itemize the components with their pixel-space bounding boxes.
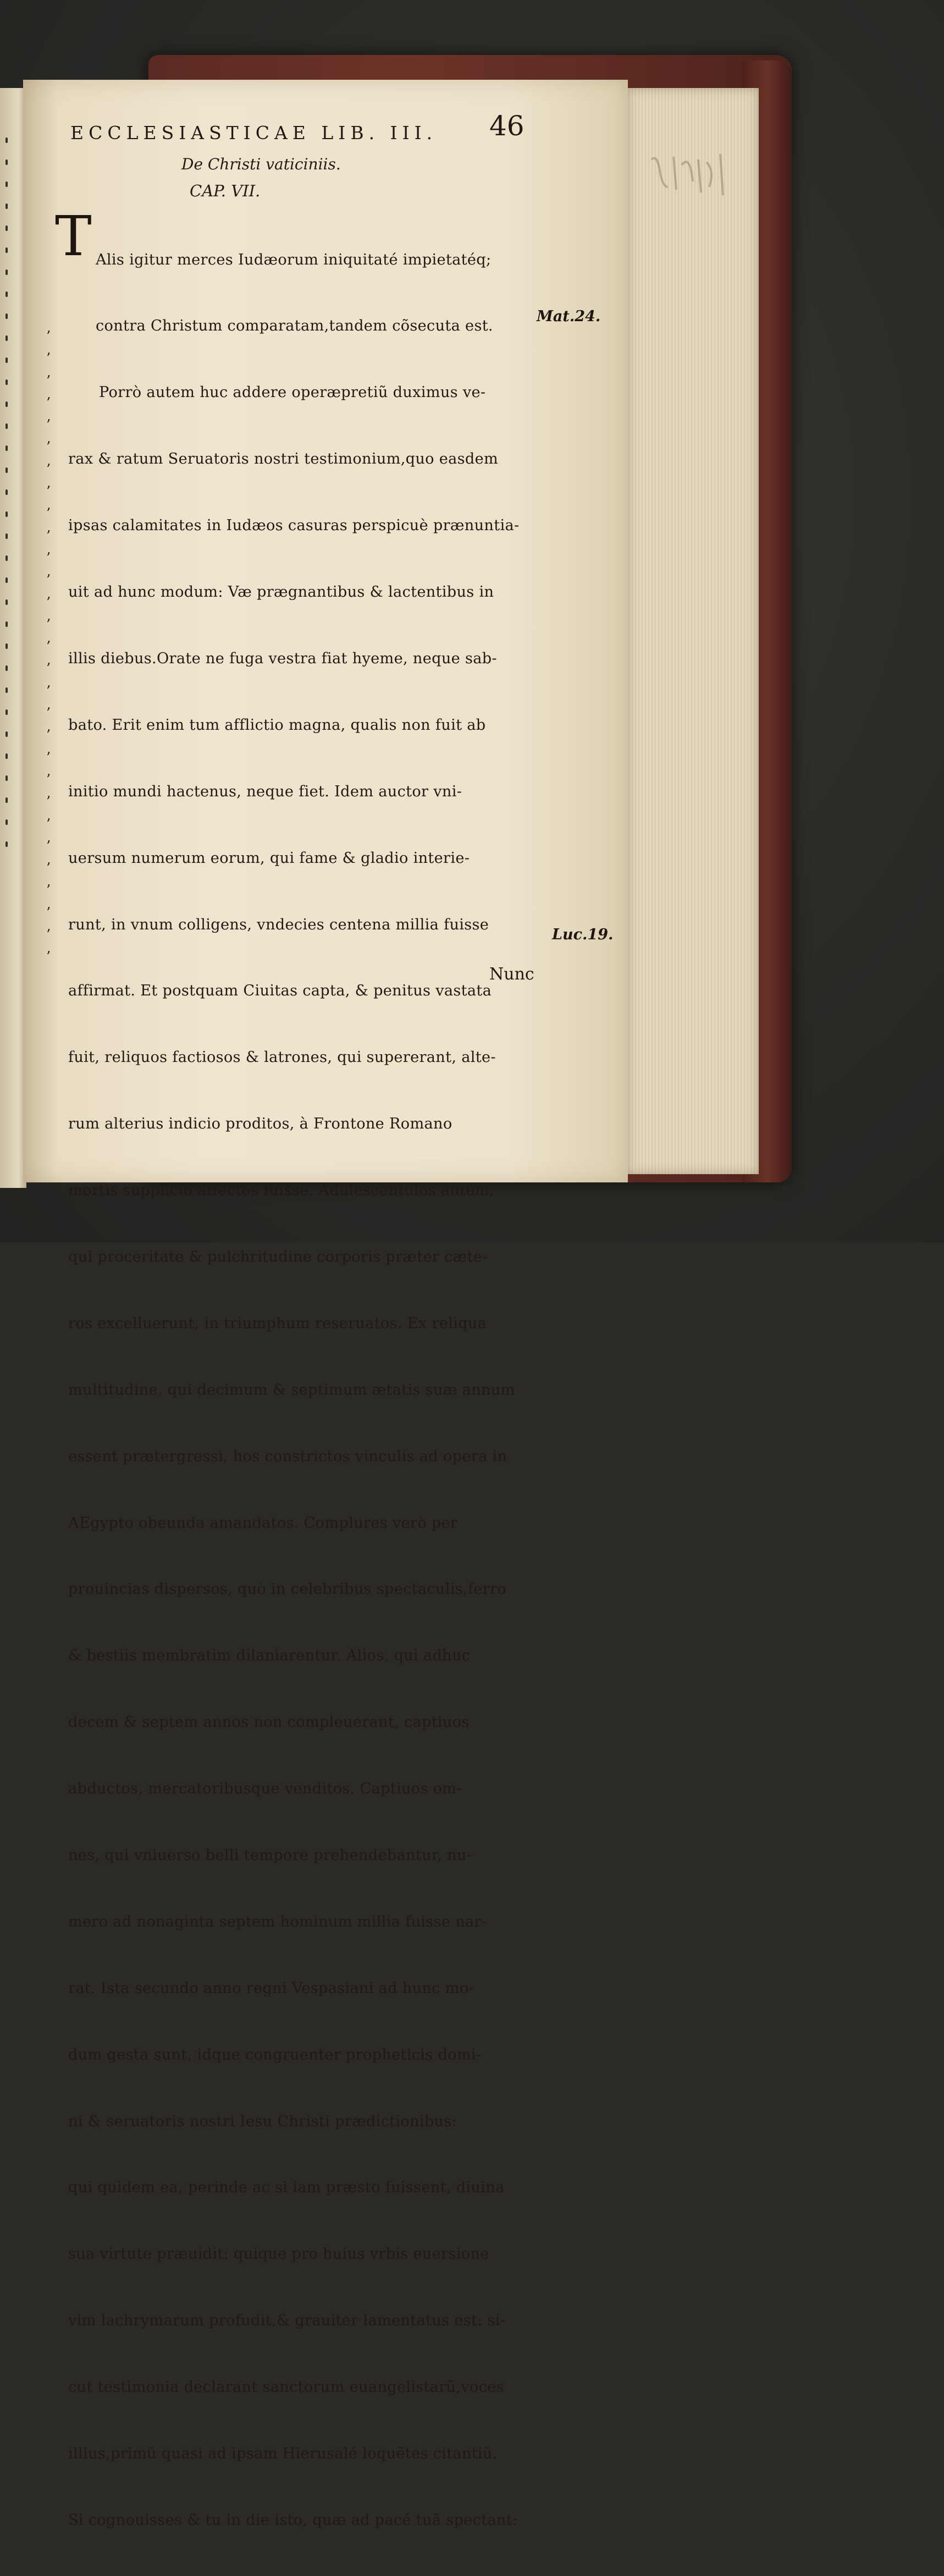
facing-page-mark: [5, 401, 8, 407]
text-line: illis diebus.Orate ne fuga vestra fiat hyeme, neque sab-: [68, 649, 497, 667]
catchword: Nunc: [489, 965, 534, 984]
text-line: ipsas calamitates in Iudæos casuras perspicuè prænuntia-: [68, 517, 520, 535]
quotation-mark: ’: [46, 727, 51, 744]
facing-page-mark: [5, 775, 8, 781]
quotation-mark: ’: [46, 882, 51, 899]
text-line: affirmat. Et postquam Ciuitas capta, & penitus vastata: [68, 982, 492, 1000]
facing-page-mark: [5, 203, 8, 209]
facing-page-mark: [5, 159, 8, 165]
facing-page-mark: [5, 291, 8, 297]
facing-page-mark: [5, 665, 8, 671]
quotation-mark: ’: [46, 594, 51, 611]
text-line: illius,primũ quasi ad ipsam Hierusalé loquẽtes citantiũ.: [68, 2445, 498, 2462]
page-edges: [627, 88, 759, 1174]
chapter-number: CAP. VII.: [190, 181, 261, 200]
text-line: prouincias dispersos, quò in celebribus spectaculis,ferro: [68, 1581, 506, 1598]
quotation-mark: ’: [46, 927, 51, 944]
text-line: uersum numerum eorum, qui fame & gladio interie-: [68, 849, 470, 867]
facing-page-mark: [5, 753, 8, 759]
facing-page-mark: [5, 621, 8, 627]
text-line: Si cognouisses & tu in die isto, quæ ad pacé tuã spectant:: [68, 2511, 518, 2529]
quotation-mark: ’: [46, 549, 51, 566]
quotation-mark: ’: [46, 527, 51, 544]
text-line: rax & ratum Seruatoris nostri testimonium,quo easdem: [68, 450, 499, 468]
facing-page-mark: [5, 599, 8, 605]
text-line: runt, in vnum colligens, vndecies centena millia fuisse: [68, 916, 489, 933]
facing-page-mark: [5, 687, 8, 693]
facing-page-mark: [5, 379, 8, 385]
quotation-mark: ’: [46, 328, 51, 345]
quotation-mark: ’: [46, 660, 51, 678]
facing-page-mark: [5, 335, 8, 341]
facing-page-mark: [5, 819, 8, 825]
running-head: ECCLESIASTICAE LIB. III.: [70, 122, 438, 144]
quotation-mark: ’: [46, 572, 51, 589]
quotation-mark: ’: [46, 816, 51, 833]
text-line: Alis igitur merces Iudæorum iniquitaté impietatéq;: [96, 251, 492, 268]
facing-page-mark: [5, 731, 8, 737]
facing-page-mark: [5, 181, 8, 187]
facing-page-mark: [5, 797, 8, 803]
chapter-subtitle: De Christi vaticiniis.: [181, 155, 341, 173]
fore-edge-inscription: [646, 148, 734, 198]
text-line: essent prætergressi, hos constrictos vinculis ad opera in: [68, 1447, 507, 1465]
facing-page-mark: [5, 555, 8, 561]
facing-page-mark: [5, 269, 8, 275]
text-line: abductos, mercatoribusque venditos. Captiuos om-: [68, 1780, 462, 1798]
quotation-mark: ’: [46, 483, 51, 500]
text-line: dum gesta sunt, idque congruenter propheticis domi-: [68, 2046, 482, 2063]
facing-page-mark: [5, 709, 8, 715]
quotation-mark: ’: [46, 439, 51, 456]
quotation-mark: ’: [46, 350, 51, 367]
text-line: rum alterius indicio proditos, à Frontone Romano: [68, 1115, 452, 1133]
left-page-marks: [2, 137, 13, 880]
quotation-mark: ’: [46, 705, 51, 722]
text-line: vim lachrymarum profudit,& grauiter lamentatus est: si-: [68, 2312, 506, 2330]
facing-page-mark: [5, 247, 8, 253]
quotation-marks-column: [46, 326, 57, 975]
text-line: mero ad nonaginta septem hominum millia fuisse nar-: [68, 1913, 487, 1930]
quotation-mark: ’: [46, 749, 51, 766]
text-line: AEgypto obeunda amandatos. Complures verò per: [68, 1514, 458, 1532]
quotation-mark: ’: [46, 417, 51, 434]
text-line: Porrò autem huc addere operæpretiũ duximus ve-: [99, 384, 486, 401]
quotation-mark: ’: [46, 794, 51, 811]
text-line: multitudine, qui decimum & septimum ætatis suæ annum: [68, 1381, 515, 1399]
text-line: qui proceritate & pulchritudine corporis præter cæte-: [68, 1248, 488, 1265]
quotation-mark: ’: [46, 394, 51, 411]
text-line: ni & seruatoris nostri Iesu Christi prædictionibus:: [68, 2112, 457, 2130]
quotation-mark: ’: [46, 949, 51, 966]
margin-note-luke: Luc.19.: [552, 926, 614, 943]
text-line: fuit, reliquos factiosos & latrones, qui supererant, alte-: [68, 1049, 496, 1066]
text-line: mortis supplicio affectos fuisse. Adulescentulos autem,: [68, 1182, 494, 1199]
drop-cap: T: [55, 204, 92, 268]
quotation-mark: ’: [46, 505, 51, 522]
text-line: cut testimonia declarant sanctorum euangelistarũ,voces: [68, 2379, 504, 2396]
facing-page-mark: [5, 225, 8, 231]
body-text: [68, 205, 552, 2576]
facing-page-mark: [5, 357, 8, 363]
facing-page-mark: [5, 533, 8, 539]
quotation-mark: ’: [46, 838, 51, 855]
margin-note-matthew: Mat.24.: [537, 308, 601, 325]
quotation-mark: ’: [46, 904, 51, 921]
quotation-mark: ’: [46, 372, 51, 389]
text-line: & bestiis membratim dilaniarentur. Alios, qui adhuc: [68, 1647, 471, 1665]
quotation-mark: ’: [46, 639, 51, 656]
facing-page-mark: [5, 445, 8, 451]
text-line: qui quidem ea, perinde ac si iam præsto fuissent, diuina: [68, 2179, 505, 2197]
text-line: sua virtute præuidit: quique pro huius vrbis euersione: [68, 2245, 489, 2263]
text-line: decem & septem annos non compleuerant, captiuos: [68, 1714, 470, 1731]
facing-page-mark: [5, 643, 8, 649]
text-line: ros excelluerunt, in triumphum reseruatos. Ex reliqua: [68, 1314, 487, 1332]
quotation-mark: ’: [46, 616, 51, 633]
facing-page-mark: [5, 467, 8, 473]
text-line: uit ad hunc modum: Væ prægnantibus & lactentibus in: [68, 584, 494, 601]
quotation-mark: ’: [46, 771, 51, 788]
text-line: rat. Ista secundo anno regni Vespasiani ad hunc mo-: [68, 1979, 474, 1997]
text-line: nes, qui vniuerso belli tempore prehendebantur, nu-: [68, 1846, 472, 1864]
quotation-mark: ’: [46, 860, 51, 877]
facing-page-mark: [5, 489, 8, 495]
facing-page-mark: [5, 137, 8, 143]
facing-page-mark: [5, 423, 8, 429]
text-line: bato. Erit enim tum afflictio magna, qualis non fuit ab: [68, 716, 486, 734]
facing-page-mark: [5, 511, 8, 517]
quotation-mark: ’: [46, 682, 51, 700]
text-line: initio mundi hactenus, neque fiet. Idem auctor vni-: [68, 783, 462, 800]
page-number: 46: [489, 110, 525, 142]
facing-page-mark: [5, 577, 8, 583]
facing-page-mark: [5, 313, 8, 319]
text-line: contra Christum comparatam,tandem cõsecuta est.: [96, 317, 493, 335]
facing-page-mark: [5, 841, 8, 847]
quotation-mark: ’: [46, 461, 51, 478]
